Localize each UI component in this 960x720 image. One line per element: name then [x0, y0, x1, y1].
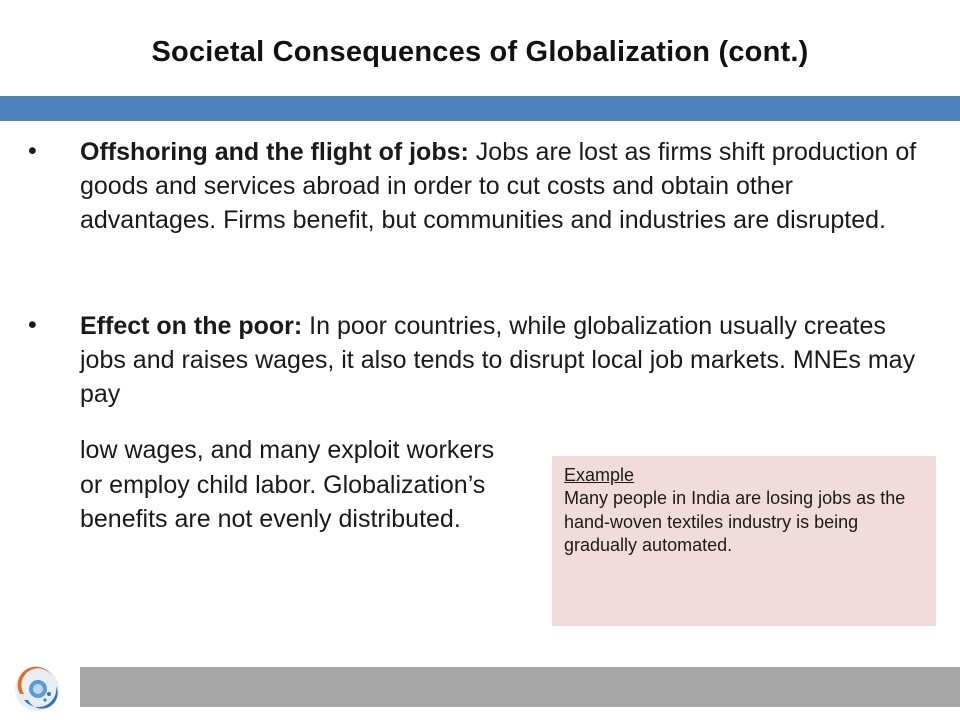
title-accent-bar [0, 96, 960, 121]
slide-title: Societal Consequences of Globalization (cont.) [151, 36, 809, 68]
example-callout [552, 456, 936, 626]
bullet-offshoring [80, 135, 926, 237]
bullet-heading: Offshoring and the flight of jobs: [80, 138, 469, 166]
bullet-heading: Effect on the poor: [80, 312, 303, 340]
globe-logo-icon [12, 664, 62, 714]
bullet-text: Jobs are lost as firms shift production of goods and services abroad in order to cut costs and obtain other advantages. Firms benefit, but communities and industries are disrupted. [80, 138, 917, 234]
bullet-effect-on-poor [80, 309, 926, 411]
bullet-continuation-text: low wages, and many exploit workers or employ child labor. Globalization’s benefits are not evenly distributed. [80, 436, 495, 533]
example-heading: Example [564, 465, 635, 485]
footer-bar [80, 667, 960, 707]
example-text: Many people in India are losing jobs as the hand-woven textiles industry is being gradually automated. [564, 488, 906, 555]
bullet-marker: • [28, 311, 37, 339]
bullet-text: In poor countries, while globalization usually creates jobs and raises wages, it also tends to disrupt local job markets. MNEs may pay [80, 312, 916, 408]
bullet-marker: • [28, 137, 37, 165]
